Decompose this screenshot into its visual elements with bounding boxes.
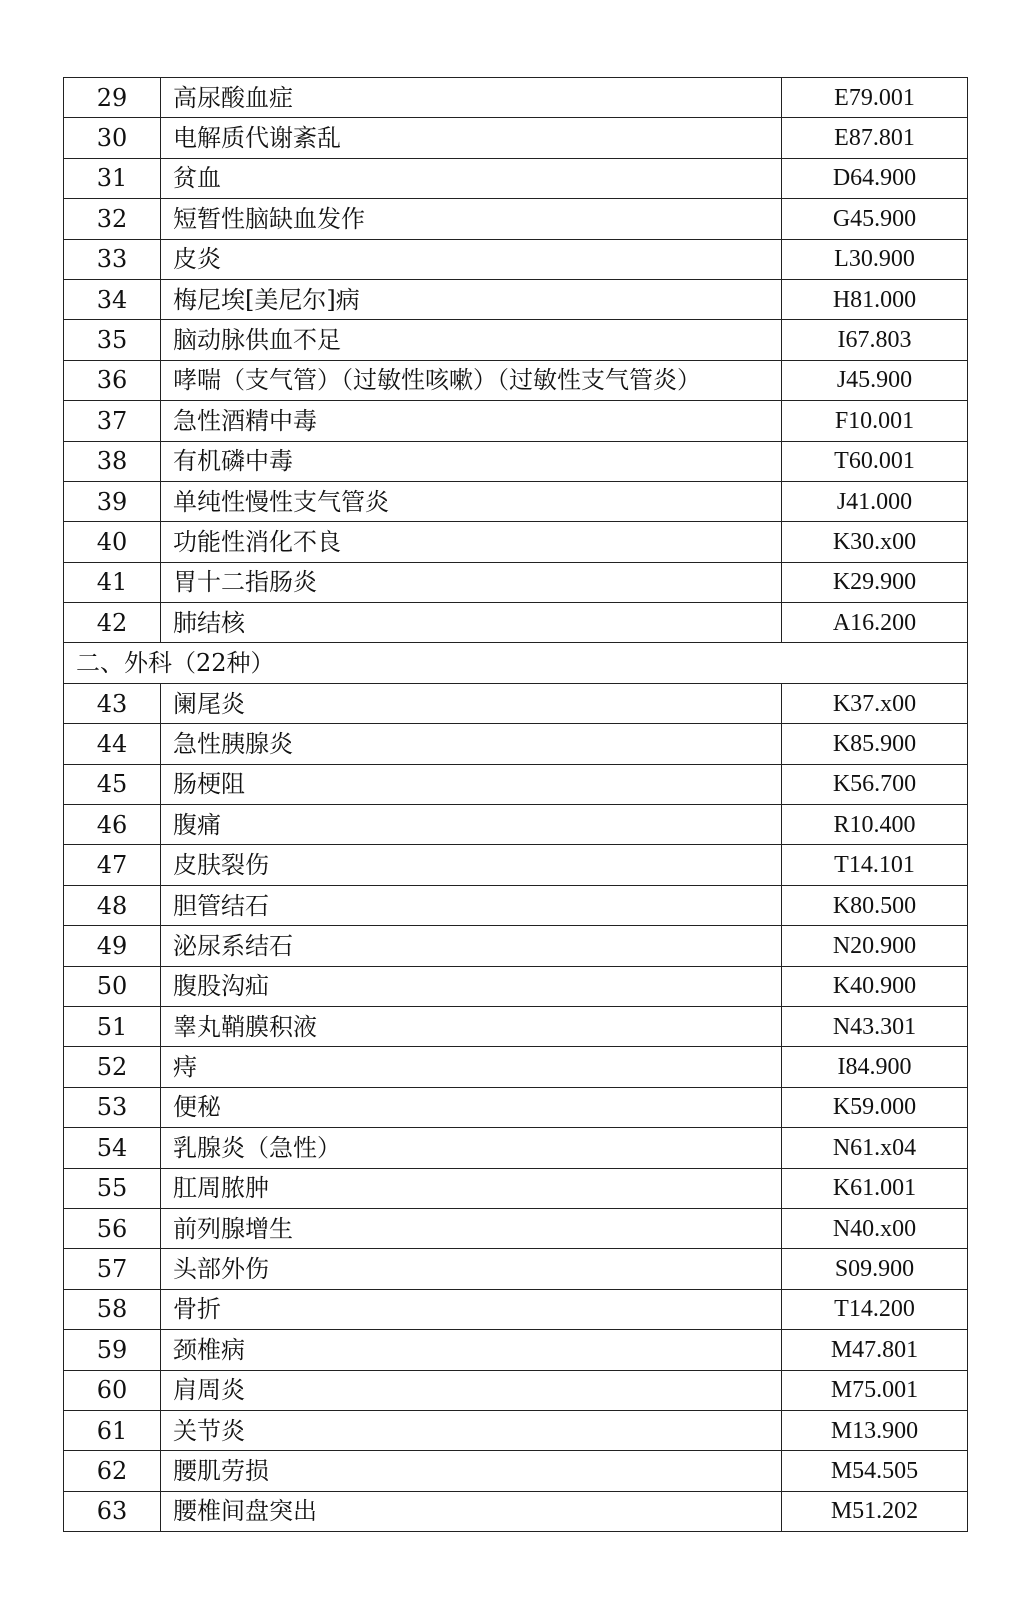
table-row	[64, 562, 968, 602]
row-number: 51	[64, 1006, 161, 1046]
table-row	[64, 1410, 968, 1450]
disease-name: 单纯性慢性支气管炎	[161, 481, 782, 521]
icd-code: N43.301	[782, 1006, 968, 1046]
disease-name: 腰肌劳损	[161, 1451, 782, 1491]
table-row	[64, 279, 968, 319]
disease-name: 头部外伤	[161, 1249, 782, 1289]
disease-name: 痔	[161, 1047, 782, 1087]
icd-code: N61.x04	[782, 1128, 968, 1168]
icd-code: M13.900	[782, 1410, 968, 1450]
disease-name: 梅尼埃[美尼尔]病	[161, 279, 782, 319]
row-number: 33	[64, 239, 161, 279]
icd-code: T14.101	[782, 845, 968, 885]
icd-code: K30.x00	[782, 522, 968, 562]
disease-name: 电解质代谢紊乱	[161, 118, 782, 158]
icd-code: R10.400	[782, 805, 968, 845]
icd-code: H81.000	[782, 279, 968, 319]
icd-code: J41.000	[782, 481, 968, 521]
icd-code: G45.900	[782, 199, 968, 239]
row-number: 34	[64, 279, 161, 319]
disease-name: 前列腺增生	[161, 1208, 782, 1248]
row-number: 29	[64, 78, 161, 118]
table-row	[64, 805, 968, 845]
row-number: 30	[64, 118, 161, 158]
table-row	[64, 239, 968, 279]
row-number: 62	[64, 1451, 161, 1491]
row-number: 49	[64, 926, 161, 966]
icd-code: D64.900	[782, 158, 968, 198]
table-row	[64, 724, 968, 764]
row-number: 32	[64, 199, 161, 239]
disease-name: 皮炎	[161, 239, 782, 279]
disease-name: 贫血	[161, 158, 782, 198]
row-number: 38	[64, 441, 161, 481]
row-number: 52	[64, 1047, 161, 1087]
icd-code: K59.000	[782, 1087, 968, 1127]
icd-code: N40.x00	[782, 1208, 968, 1248]
icd-code: T14.200	[782, 1289, 968, 1329]
table-body	[64, 78, 968, 1532]
icd-code: K56.700	[782, 764, 968, 804]
disease-code-table	[63, 77, 968, 1532]
table-row	[64, 1168, 968, 1208]
table-row	[64, 683, 968, 723]
disease-name: 有机磷中毒	[161, 441, 782, 481]
row-number: 42	[64, 603, 161, 643]
disease-name: 短暂性脑缺血发作	[161, 199, 782, 239]
row-number: 56	[64, 1208, 161, 1248]
table-row	[64, 199, 968, 239]
row-number: 47	[64, 845, 161, 885]
row-number: 59	[64, 1330, 161, 1370]
row-number: 58	[64, 1289, 161, 1329]
row-number: 36	[64, 360, 161, 400]
table-row	[64, 885, 968, 925]
icd-code: N20.900	[782, 926, 968, 966]
icd-code: F10.001	[782, 401, 968, 441]
disease-name: 胃十二指肠炎	[161, 562, 782, 602]
disease-name: 腰椎间盘突出	[161, 1491, 782, 1531]
table-row	[64, 320, 968, 360]
icd-code: E87.801	[782, 118, 968, 158]
table-row	[64, 158, 968, 198]
table-row	[64, 1249, 968, 1289]
icd-code: K85.900	[782, 724, 968, 764]
disease-name: 高尿酸血症	[161, 78, 782, 118]
icd-code: K29.900	[782, 562, 968, 602]
table-row	[64, 764, 968, 804]
section-header-row	[64, 643, 968, 683]
icd-code: M54.505	[782, 1451, 968, 1491]
table-row	[64, 1491, 968, 1531]
disease-name: 肛周脓肿	[161, 1168, 782, 1208]
icd-code: K40.900	[782, 966, 968, 1006]
row-number: 48	[64, 885, 161, 925]
row-number: 31	[64, 158, 161, 198]
row-number: 63	[64, 1491, 161, 1531]
row-number: 45	[64, 764, 161, 804]
icd-code: K61.001	[782, 1168, 968, 1208]
disease-name: 阑尾炎	[161, 683, 782, 723]
icd-code: T60.001	[782, 441, 968, 481]
row-number: 37	[64, 401, 161, 441]
table-row	[64, 522, 968, 562]
disease-name: 骨折	[161, 1289, 782, 1329]
disease-name: 哮喘（支气管）（过敏性咳嗽）（过敏性支气管炎）	[161, 360, 782, 400]
icd-code: I67.803	[782, 320, 968, 360]
disease-name: 腹股沟疝	[161, 966, 782, 1006]
disease-name: 肠梗阻	[161, 764, 782, 804]
disease-name: 功能性消化不良	[161, 522, 782, 562]
disease-name: 脑动脉供血不足	[161, 320, 782, 360]
disease-name: 急性酒精中毒	[161, 401, 782, 441]
disease-name: 乳腺炎（急性）	[161, 1128, 782, 1168]
icd-code: K37.x00	[782, 683, 968, 723]
row-number: 61	[64, 1410, 161, 1450]
icd-code: A16.200	[782, 603, 968, 643]
disease-code-table-page	[63, 77, 967, 1532]
section-title: 二、外科（22种）	[64, 643, 968, 683]
table-row	[64, 1451, 968, 1491]
icd-code: J45.900	[782, 360, 968, 400]
row-number: 46	[64, 805, 161, 845]
icd-code: S09.900	[782, 1249, 968, 1289]
row-number: 53	[64, 1087, 161, 1127]
table-row	[64, 966, 968, 1006]
table-row	[64, 1128, 968, 1168]
table-row	[64, 1208, 968, 1248]
table-row	[64, 78, 968, 118]
disease-name: 皮肤裂伤	[161, 845, 782, 885]
table-row	[64, 118, 968, 158]
table-row	[64, 1370, 968, 1410]
table-row	[64, 1047, 968, 1087]
row-number: 40	[64, 522, 161, 562]
disease-name: 颈椎病	[161, 1330, 782, 1370]
icd-code: K80.500	[782, 885, 968, 925]
disease-name: 肩周炎	[161, 1370, 782, 1410]
disease-name: 泌尿系结石	[161, 926, 782, 966]
row-number: 44	[64, 724, 161, 764]
icd-code: L30.900	[782, 239, 968, 279]
table-row	[64, 926, 968, 966]
icd-code: M47.801	[782, 1330, 968, 1370]
table-row	[64, 481, 968, 521]
table-row	[64, 1330, 968, 1370]
row-number: 35	[64, 320, 161, 360]
row-number: 39	[64, 481, 161, 521]
row-number: 54	[64, 1128, 161, 1168]
row-number: 57	[64, 1249, 161, 1289]
table-row	[64, 845, 968, 885]
disease-name: 肺结核	[161, 603, 782, 643]
table-row	[64, 401, 968, 441]
table-row	[64, 1087, 968, 1127]
icd-code: E79.001	[782, 78, 968, 118]
icd-code: M75.001	[782, 1370, 968, 1410]
disease-name: 关节炎	[161, 1410, 782, 1450]
row-number: 55	[64, 1168, 161, 1208]
disease-name: 腹痛	[161, 805, 782, 845]
table-row	[64, 1289, 968, 1329]
table-row	[64, 603, 968, 643]
icd-code: M51.202	[782, 1491, 968, 1531]
row-number: 41	[64, 562, 161, 602]
disease-name: 睾丸鞘膜积液	[161, 1006, 782, 1046]
table-row	[64, 360, 968, 400]
row-number: 50	[64, 966, 161, 1006]
table-row	[64, 1006, 968, 1046]
icd-code: I84.900	[782, 1047, 968, 1087]
disease-name: 便秘	[161, 1087, 782, 1127]
disease-name: 急性胰腺炎	[161, 724, 782, 764]
disease-name: 胆管结石	[161, 885, 782, 925]
row-number: 43	[64, 683, 161, 723]
row-number: 60	[64, 1370, 161, 1410]
table-row	[64, 441, 968, 481]
